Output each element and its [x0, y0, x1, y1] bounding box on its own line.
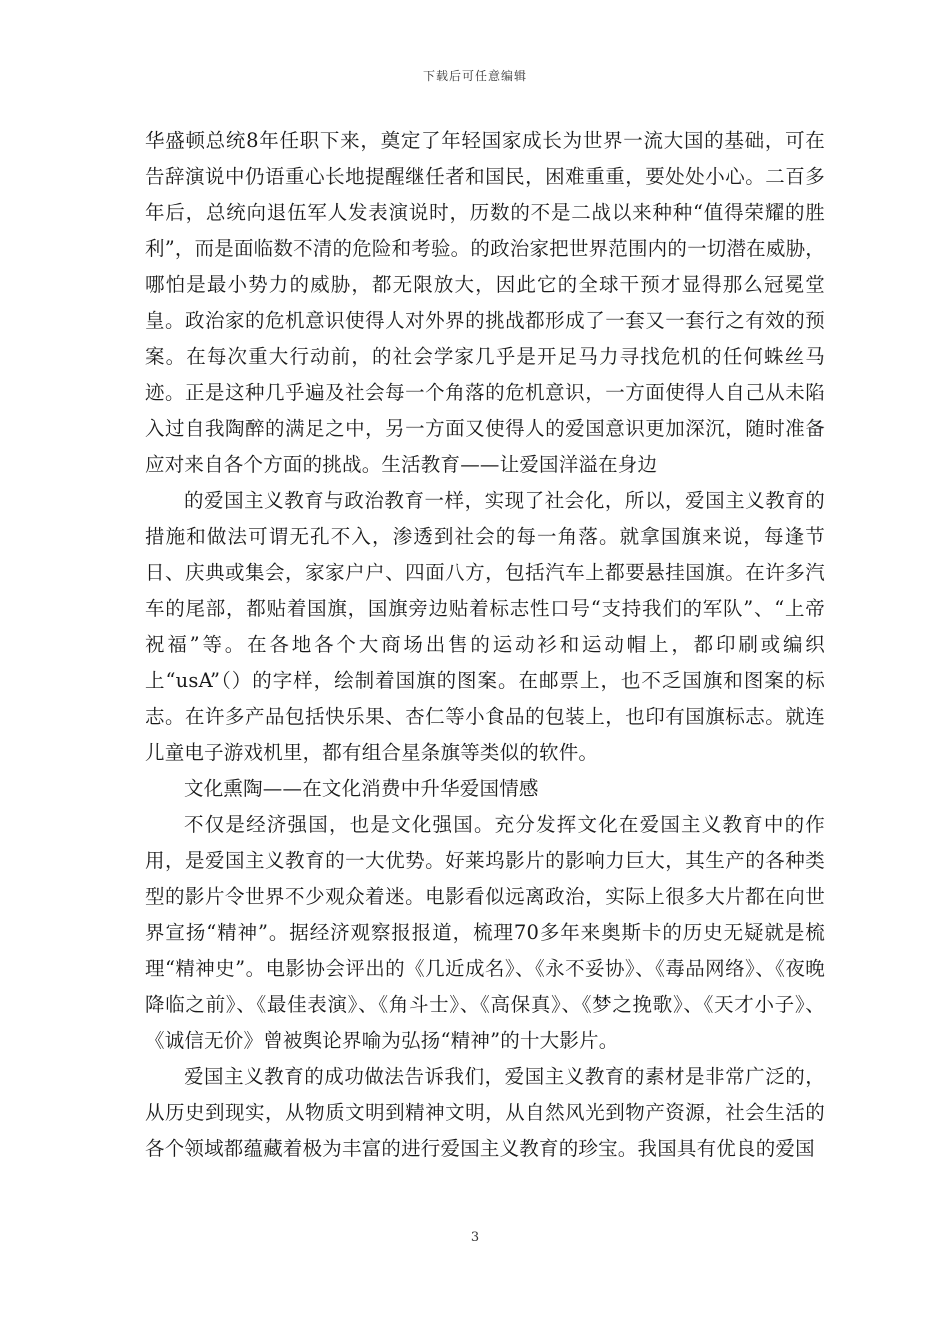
section-heading-culture: 文化熏陶——在文化消费中升华爱国情感 [184, 777, 539, 800]
page-header: 下载后可任意编辑 [422, 69, 527, 83]
paragraph-3: 不仅是经济强国，也是文化强国。充分发挥文化在爱国主义教育中的作用，是爱国主义教育的一大优势。好莱坞影片的影响力巨大，其生产的各种类型的影片令世界不少观众着迷。电影看似远离政治，实际上很多大片都在向世界宣扬“精神”。据经济观察报报道，梳理70多年来奥斯卡的历史无疑就是梳理“精神史”。电影协会评出的《几近成名》、《永不妥协》、《毒品网络》、《夜晚降临之前》、《最佳表演》、《角斗士》、《高保真》、《梦之挽歌》、《天才小子》、《诚信无价》曾被舆论界喻为弘扬“精神”的十大影片。 [145, 813, 825, 1052]
document-body [145, 123, 825, 1167]
paragraph-1: 华盛顿总统8年任职下来，奠定了年轻国家成长为世界一流大国的基础，可在告辞演说中仍语重心长地提醒继任者和国民，困难重重，要处处小心。二百多年后，总统向退伍军人发表演说时，历数的不是二战以来种种“值得荣耀的胜利”，而是面临数不清的危险和考验。的政治家把世界范围内的一切潜在威胁，哪怕是最小势力的威胁，都无限放大，因此它的全球干预才显得那么冠冕堂皇。政治家的危机意识使得人对外界的挑战都形成了一套又一套行之有效的预案。在每次重大行动前，的社会学家几乎是开足马力寻找危机的任何蛛丝马迹。正是这种几乎遍及社会每一个角落的危机意识，一方面使得人自己从未陷入过自我陶醉的满足之中，另一方面又使得人的爱国意识更加深沉，随时准备应对来自各个方面的挑战。生活教育——让爱国洋溢在身边 [145, 129, 825, 476]
paragraph-4: 爱国主义教育的成功做法告诉我们，爱国主义教育的素材是非常广泛的，从历史到现实，从物质文明到精神文明，从自然风光到物产资源，社会生活的各个领域都蕴藏着极为丰富的进行爱国主义教育的珍宝。我国具有优良的爱国 [145, 1065, 825, 1160]
page-number: 3 [470, 1230, 480, 1245]
paragraph-2: 的爱国主义教育与政治教育一样，实现了社会化，所以，爱国主义教育的措施和做法可谓无孔不入，渗透到社会的每一角落。就拿国旗来说，每逢节日、庆典或集会，家家户户、四面八方，包括汽车上都要悬挂国旗。在许多汽车的尾部，都贴着国旗，国旗旁边贴着标志性口号“支持我们的军队”、“上帝祝福”等。在各地各个大商场出售的运动衫和运动帽上，都印刷或编织上“usA”（）的字样，绘制着国旗的图案。在邮票上，也不乏国旗和图案的标志。在许多产品包括快乐果、杏仁等小食品的包装上，也印有国旗标志。就连儿童电子游戏机里，都有组合星条旗等类似的软件。 [145, 489, 825, 764]
